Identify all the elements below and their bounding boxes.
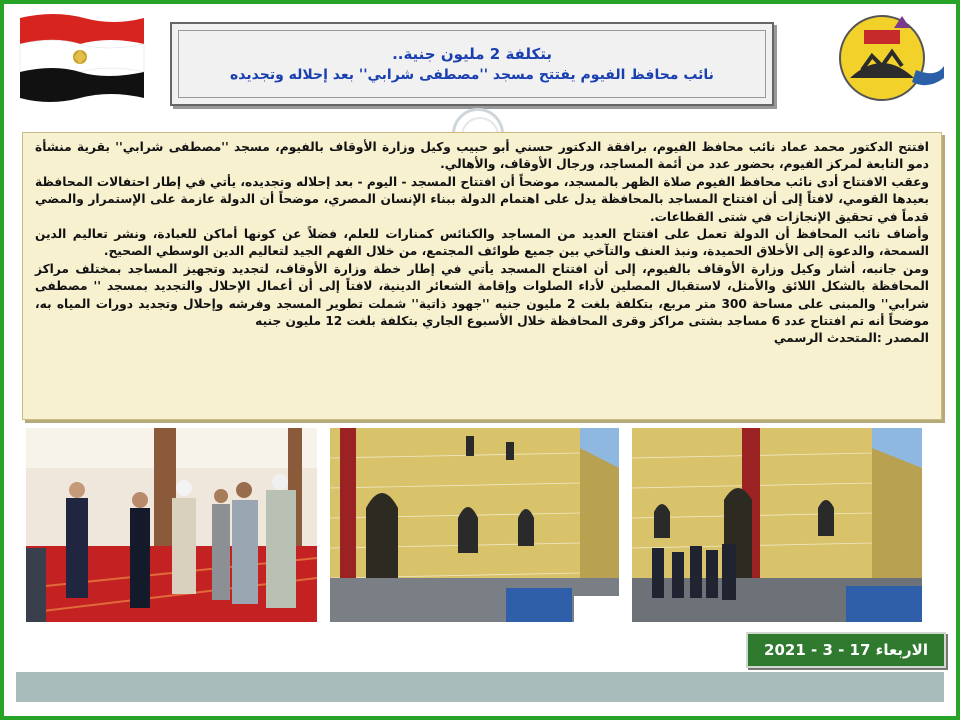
headline-box: [170, 22, 774, 106]
headline-line-2: نائب محافظ الفيوم يفتتح مسجد ''مصطفى شرابي'' بعد إحلاله وتجديده: [230, 67, 714, 83]
egypt-flag-icon: [14, 10, 146, 102]
article-paragraph: افتتح الدكتور محمد عماد نائب محافظ الفيوم، برافقة الدكتور حسني أبو حبيب وكيل وزارة الأوقاف بالفيوم، مسجد ''مصطفى شرابي'' بقرية منشأة دمو التابعة لمركز الفيوم، بحضور عدد من أئمة المساجد، ورجال الأوقاف، والأهالي.: [35, 140, 929, 172]
photo-mosque-exterior-1: [330, 428, 619, 622]
headline-line-1: بتكلفة 2 مليون جنية..: [392, 45, 552, 63]
fayoum-governorate-logo-icon: [832, 8, 948, 106]
photo-mosque-exterior-2: [632, 428, 922, 622]
footer-bar: [16, 672, 944, 702]
headline-inner: [178, 30, 766, 98]
date-badge: الاربعاء 17 - 3 - 2021: [746, 632, 946, 668]
article-paragraph: وأضاف نائب المحافظ أن الدولة تعمل على افتتاح العديد من المساجد والكنائس كمنارات للعلم، فضلاً عن كونها أماكن للعبادة، ونشر تعاليم الدين السمحة، والدعوة إلى الأخلاق الحميدة، ونبذ العنف والتآخي بين جميع طوائف المجتمع، من خلال الفهم الجيد لتعاليم الدين الوسطي الصحيح.: [35, 227, 929, 259]
article-body: [22, 132, 942, 420]
article-source: المصدر :المتحدث الرسمي: [773, 331, 929, 346]
article-paragraph: وعقب الافتتاح أدى نائب محافظ الفيوم صلاة الظهر بالمسجد، موضحاً أن افتتاح المسجد - اليوم - بعد إحلاله وتجديده، يأتي في إطار احتفالات المحافظة بعيدها القومي، لافتاً إلى أن افتتاح المساجد بالمحافظة يدل على اهتمام الدولة ببناء الإنسان المصري، موضحاً أن الدولة عازمة على الإستمرار والمضي قدماً في تحقيق الإنجازات في شتى القطاعات.: [35, 174, 929, 224]
article-paragraph: ومن جانبه، أشار وكيل وزارة الأوقاف بالفيوم، إلى أن افتتاح المسجد يأتي في إطار خطة وزارة الأوقاف، لتجديد وتجهيز المساجد بمختلف مراكز المحافظة بالشكل اللائق والأمثل، لاستقبال المصلين لأداء الصلوات وإقامة الشعائر الدينية، لافتاً إلى أن أعمال الإحلال والتجديد بمسجد '' مصطفى شرابي'' والمبنى على مساحة 300 متر مربع، بتكلفة بلغت 2 مليون جنيه ''جهود ذاتية'' شملت تطوير المسجد وفرشه وإحلال وتجديد دورات المياه به، موضحاً أنه تم افتتاح عدد 6 مساجد بشتى مراكز وقرى المحافظة خلال الأسبوع الجاري بتكلفة بلغت 12 مليون جنيه: [35, 261, 929, 329]
photo-mosque-interior: [26, 428, 317, 622]
